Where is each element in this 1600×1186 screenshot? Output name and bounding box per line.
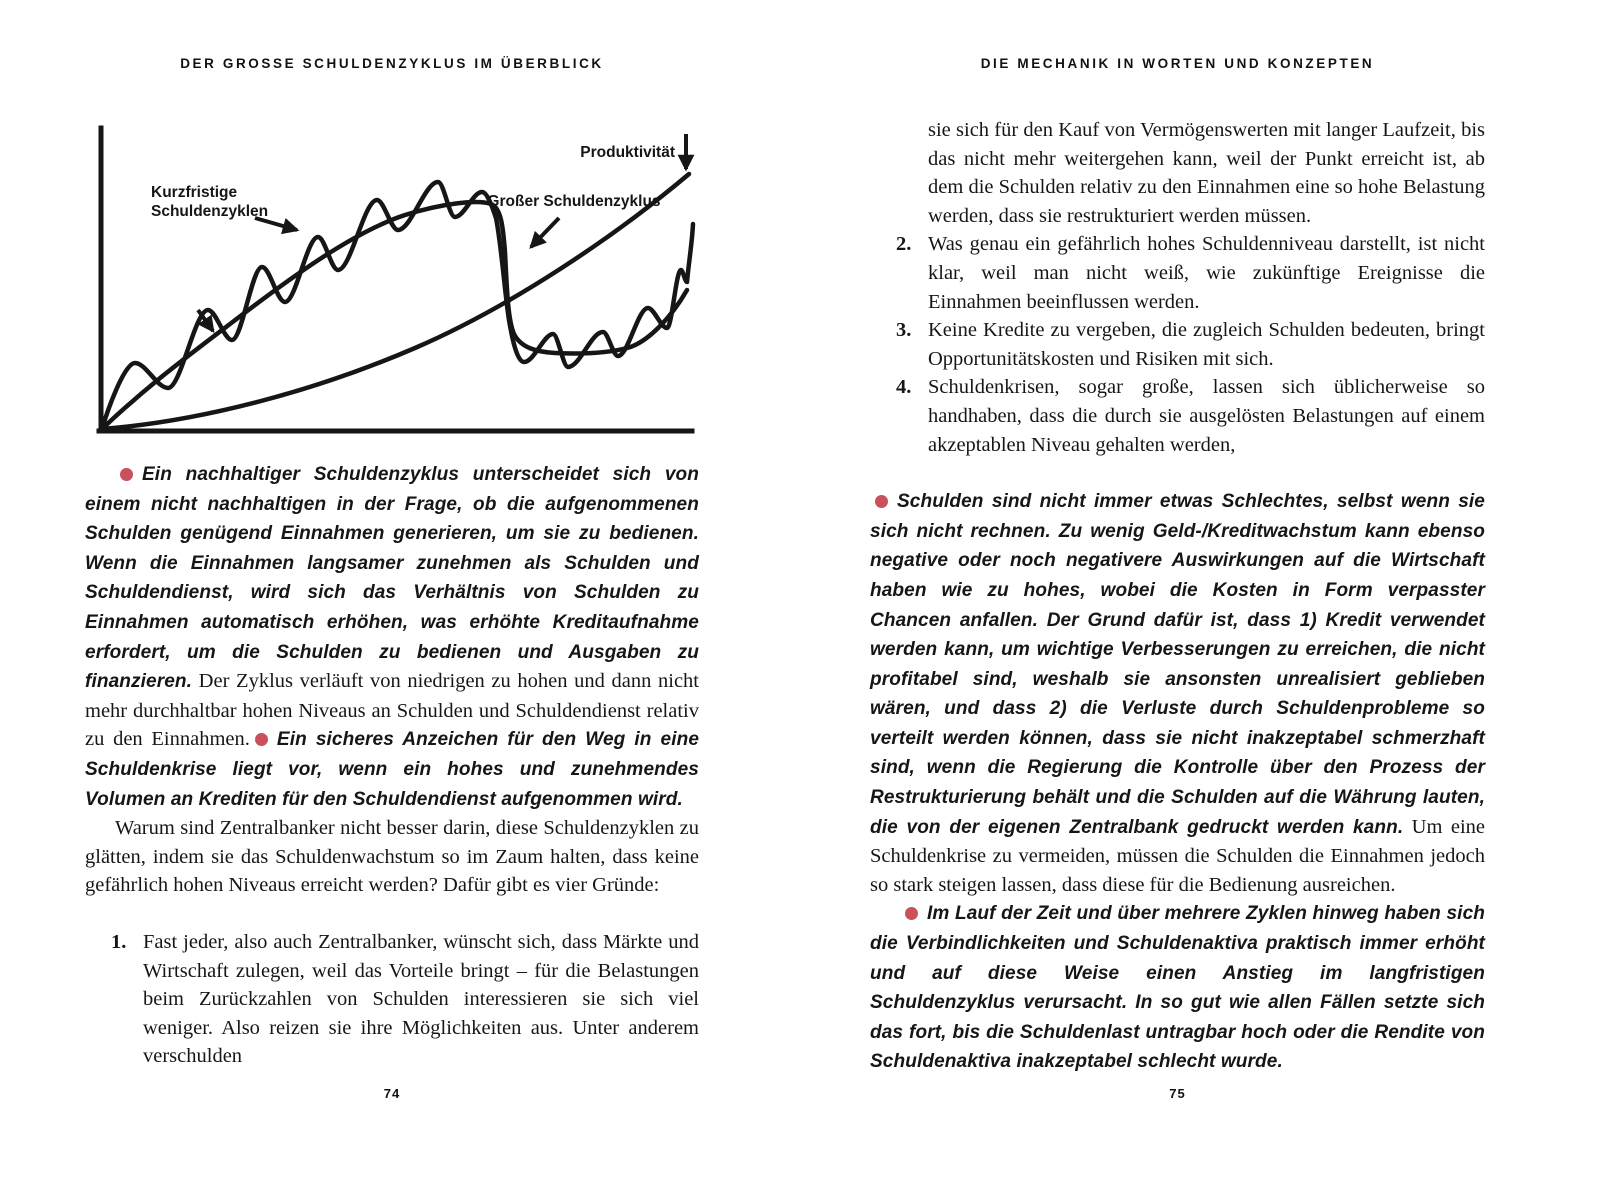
emphasis-text: Ein nachhaltiger Schuldenzyklus unterscheidet sich von einem nicht nachhaltigen in der Frage, ob die aufgenommenen Schulden genügend Einnahmen generieren, um sie zu bedienen. Wenn die Einnahmen langsamer zunehmen als Schulden und Schuldendienst, wird sich das Verhältnis von Schulden zu Einnahmen automatisch erhöhen, was erhöhte Kreditaufnahme erfordert, um die Schulden zu bedienen und Ausgaben zu finanzieren.: [85, 464, 699, 693]
list-item: [870, 373, 1485, 459]
list-item: [870, 316, 1485, 373]
page-number-right: 75: [1169, 1086, 1186, 1101]
list-item: [85, 928, 699, 1071]
list-number: 3.: [896, 319, 912, 342]
paragraph: [85, 460, 699, 814]
big-debt-cycle-curve: [102, 202, 687, 429]
big-cycle-arrow: [531, 218, 559, 247]
paragraph: [870, 116, 1485, 230]
big-cycle-label: Großer Schuldenzyklus: [487, 193, 661, 210]
paragraph: [870, 899, 1485, 1077]
emphasis-text: Im Lauf der Zeit und über mehrere Zyklen hinweg haben sich die Verbindlichkeiten und Schuldenaktiva praktisch immer erhöht und auf diese Weise einen Anstieg im langfristigen Schuldenzyklus verursacht. In so gut wie allen Fällen setzte sich das fort, bis die Schuldenlast untragbar hoch oder die Rendite von Schuldenaktiva inakzeptabel schlecht wurde.: [870, 903, 1485, 1073]
debt-cycle-chart: [85, 120, 697, 438]
running-head-right: DIE MECHANIK IN WORTEN UND KONZEPTEN: [980, 56, 1375, 71]
page-number-left: 74: [383, 1086, 401, 1101]
running-head-left: DER GROSSE SCHULDENZYKLUS IM ÜBERBLICK: [180, 56, 604, 71]
page-right: [800, 0, 1600, 1186]
short-term-label-line1: Kurzfristige: [151, 184, 238, 201]
bullet-dot: [120, 468, 133, 481]
bullet-dot: [905, 907, 918, 920]
body-text: Keine Kredite zu vergeben, die zugleich Schulden bedeuten, bringt Opportunitätskosten und Risiken mit sich.: [928, 319, 1485, 370]
body-text: Schuldenkrisen, sogar große, lassen sich üblicherweise so handhaben, dass die durch sie ausgelösten Belastungen auf einem akzeptablen Niveau gehalten werden,: [928, 376, 1485, 456]
emphasis-text: Ein sicheres Anzeichen für den Weg in eine Schuldenkrise liegt vor, wenn ein hohes und zunehmendes Volumen an Krediten für den Schuldendienst aufgenommen wird.: [85, 729, 700, 810]
body-text: Fast jeder, also auch Zentralbanker, wünscht sich, dass Märkte und Wirtschaft zulegen, weil das Vorteile bringt – für die Belastungen beim Zurückzahlen von Schulden interessieren sie sich viel weniger. Also reizen sie ihre Möglichkeiten aus. Unter anderem verschulden: [143, 930, 699, 1068]
chart-axes: [99, 128, 692, 431]
body-text: sie sich für den Kauf von Vermögenswerten mit langer Laufzeit, bis das nicht mehr weitergehen kann, weil der Punkt erreicht ist, ab dem die Schulden relativ zu den Einnahmen eine so hohe Belastung werden, dass sie restrukturiert werden müssen.: [928, 119, 1485, 227]
short-term-label-line2: Schuldenzyklen: [151, 203, 269, 220]
bullet-dot: [255, 733, 268, 746]
productivity-label: Produktivität: [580, 144, 675, 161]
debt-cycle-chart-svg: [85, 120, 697, 438]
body-text: Um eine Schuldenkrise zu vermeiden, müssen die Schulden die Einnahmen jedoch so stark steigen lassen, dass diese für die Bedienung ausreichen.: [870, 815, 1485, 896]
body-text: Was genau ein gefährlich hohes Schuldenniveau darstellt, ist nicht klar, weil man nicht weiß, wie zukünftige Ereignisse die Einnahmen beeinflussen werden.: [928, 233, 1485, 313]
list-item: [870, 230, 1485, 316]
emphasis-text: Schulden sind nicht immer etwas Schlechtes, selbst wenn sie sich nicht rechnen. Zu wenig Geld-/Kreditwachstum kann ebenso negative oder noch negativere Auswirkungen auf die Wirtschaft haben wie zu hohes, wobei die Kosten in Form verpasster Chancen anfallen. Der Grund dafür ist, dass 1) Kredit verwendet werden kann, um wichtige Verbesserungen zu erreichen, die nicht profitabel sind, weshalb sie ansonsten unrealisiert geblieben wären, und dass 2) die Verluste durch Schuldenprobleme so verteilt werden können, dass sie nicht inakzeptabel schmerzhaft sind, wenn die Regierung die Kontrolle über den Prozess der Restrukturierung behält und die Schulden auf die Währung lauten, die von der eigenen Zentralbank gedruckt werden kann.: [870, 491, 1485, 838]
text-column-right: [870, 116, 1485, 1077]
list-number: 2.: [896, 233, 912, 256]
body-text: Warum sind Zentralbanker nicht besser darin, diese Schuldenzyklen zu glätten, indem sie das Schuldenwachstum so im Zaum halten, dass keine gefährlich hohen Niveaus erreicht werden? Dafür gibt es vier Gründe:: [85, 817, 699, 897]
paragraph: [870, 487, 1485, 899]
text-column-left: [85, 460, 699, 1071]
paragraph: [85, 814, 699, 900]
list-number: 4.: [896, 376, 912, 399]
body-text: Der Zyklus verläuft von niedrigen zu hohen und dann nicht mehr durchhaltbar hohen Niveaus an Schulden und Schuldendienst relativ zu den Einnahmen.: [85, 670, 699, 751]
list-number: 1.: [111, 930, 127, 953]
bullet-dot: [875, 495, 888, 508]
